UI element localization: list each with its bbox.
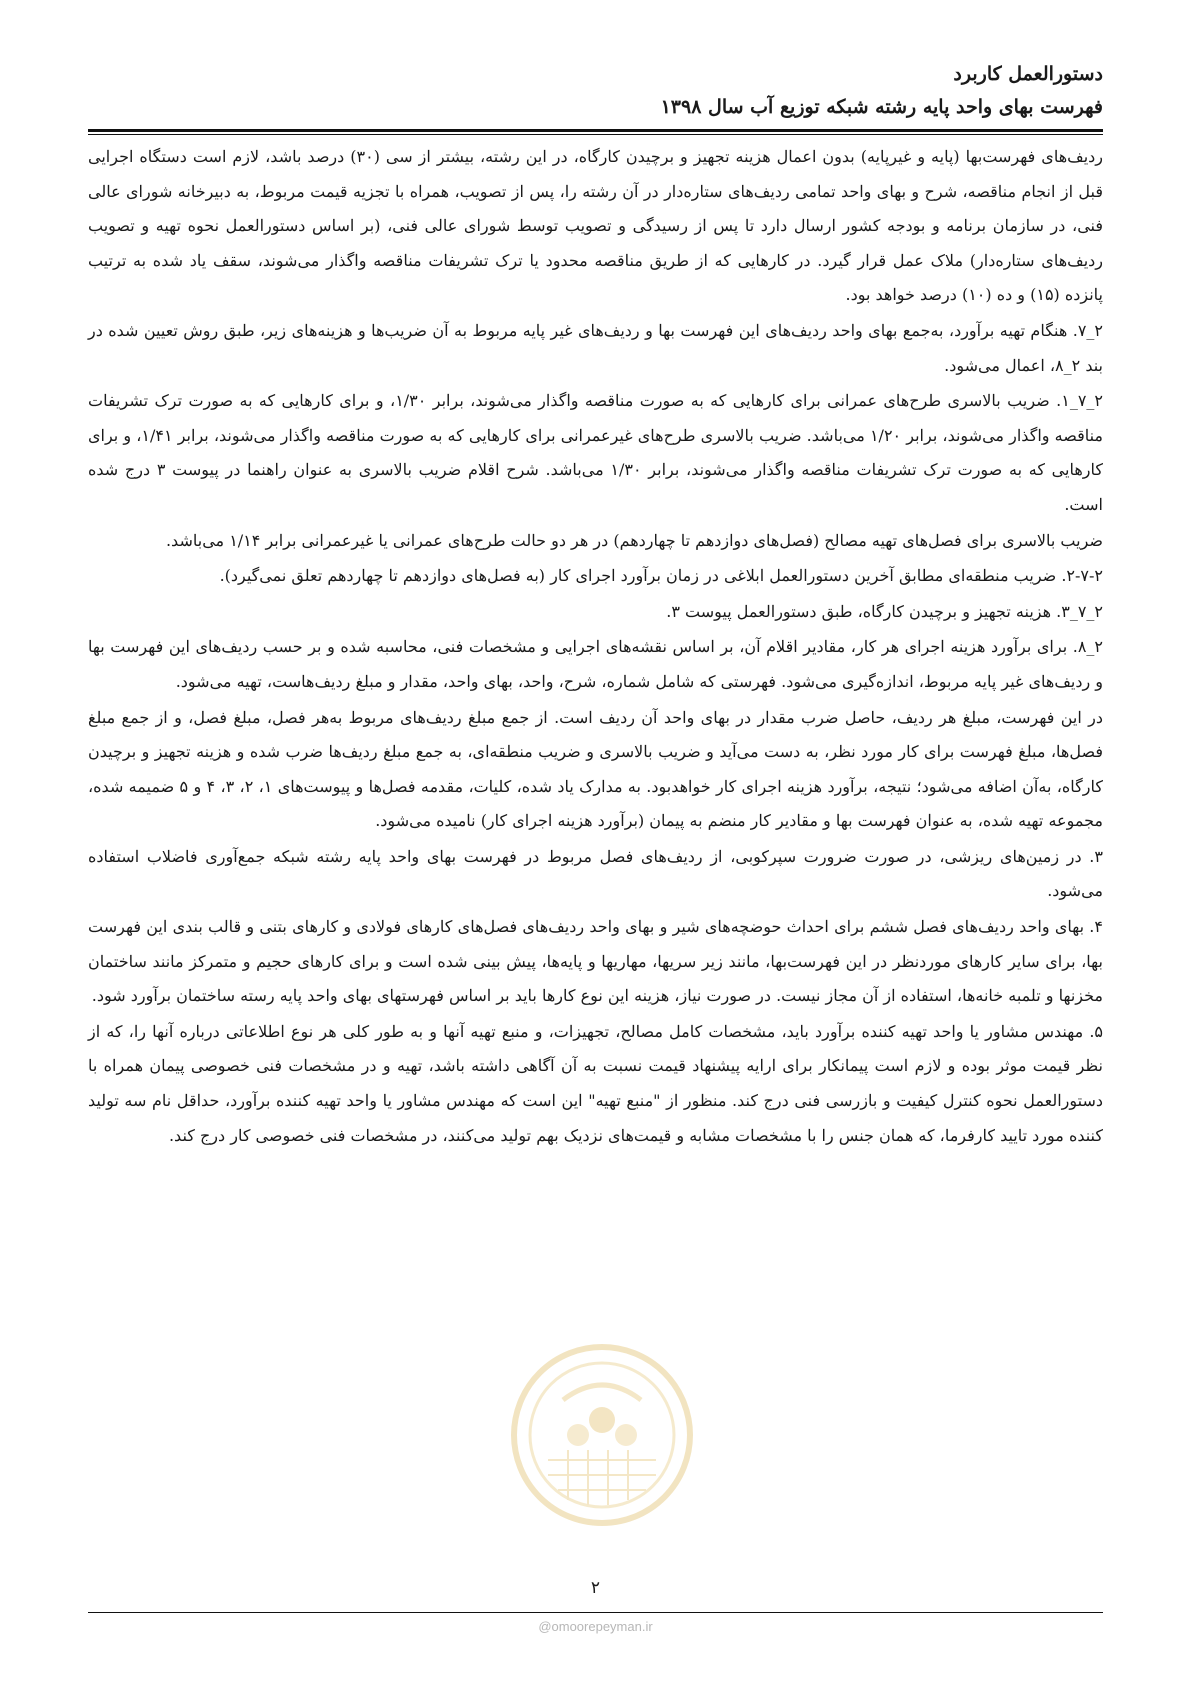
- header-rule-thin: [88, 134, 1103, 135]
- page-number: ۲: [590, 1578, 601, 1598]
- paragraph-5: ۲-۷-۲. ضریب منطقه‌ای مطابق آخرین دستورالعمل ابلاغی در زمان برآورد اجرای کار (به فصل‌های دوازدهم تا چهاردهم تعلق نمی‌گیرد).: [219, 566, 1103, 586]
- header-rule-thick: [88, 129, 1103, 132]
- header-subtitle: فهرست بهای واحد پایه رشته شبکه توزیع آب سال ۱۳۹۸: [660, 96, 1103, 118]
- paragraph-4: ضریب بالاسری برای فصل‌های تهیه مصالح (فصل‌های دوازدهم تا چهاردهم) در هر دو حالت طرح‌های عمرانی یا غیرعمرانی برابر ۱/۱۴ می‌باشد.: [165, 530, 1103, 550]
- paragraph-2: ۲_۷. هنگام تهیه برآورد، به‌جمع بهای واحد ردیف‌های این فهرست بها و ردیف‌های غیر پایه مربوط به آن ضریب‌ها و هزینه‌های زیر، طبق روش تعیین شده در بند ۲_۸، اعمال می‌شود.: [88, 320, 1104, 375]
- document-body: [88, 140, 1103, 1153]
- paragraph-10: ۴. بهای واحد ردیف‌های فصل ششم برای احداث حوضچه‌های شیر و بهای واحد ردیف‌های فصل‌های کارهای فولادی و کارهای بتنی و قالب بندی این فهرست بها، برای سایر کارهای موردنظر در این فهرست‌بها، مانند زیر سریها، مهاریها و پایه‌ها، پیش بینی شده است و برای کارهای حجیم و متمرکز مانند ساختمان مخزنها و تلمبه خانه‌ها، استفاده از آن مجاز نیست. در صورت نیاز، هزینه این نوع کارها باید بر اساس فهرستهای بهای واحد پایه رسته ساختمان برآورد شود.: [88, 917, 1103, 1006]
- paragraph-8: در این فهرست، مبلغ هر ردیف، حاصل ضرب مقدار در بهای واحد آن ردیف است. از جمع مبلغ ردیف‌های مربوط به‌هر فصل، مبلغ فصل، و از جمع مبلغ فصل‌ها، مبلغ فهرست برای کار مورد نظر، به دست می‌آید و ضریب بالاسری و ضریب منطقه‌ای، به جمع مبلغ ردیف‌ها ضرب شده و هزینه تجهیز و برچیدن کارگاه، به‌آن اضافه می‌شود؛ نتیجه، برآورد هزینه اجرای کار خواهدبود. به مدارک یاد شده، کلیات، مقدمه فصل‌ها و پیوست‌های ۱، ۲، ۳، ۴ و ۵ ضمیمه شده، مجموعه تهیه شده، به عنوان فهرست بها و مقادیر کار منضم به پیمان (برآورد هزینه اجرای کار) نامیده می‌شود.: [88, 707, 1104, 831]
- page-header: [88, 58, 1103, 124]
- header-title: دستورالعمل کاربرد: [953, 63, 1103, 85]
- paragraph-1: ردیف‌های فهرست‌بها (پایه و غیرپایه) بدون اعمال هزینه تجهیز و برچیدن کارگاه، در این رشته، بیشتر از سی (۳۰) درصد باشد، لازم است دستگاه اجرایی قبل از انجام مناقصه، شرح و بهای واحد تمامی ردیف‌های ستاره‌دار در آن رشته را، پس از تصویب، همراه با تجزیه قیمت مربوط، به دبیرخانه شورای عالی فنی، در سازمان برنامه و بودجه کشور ارسال دارد تا پس از رسیدگی و تصویب توسط شورای عالی فنی، (بر اساس دستورالعمل نحوه تهیه و تصویب ردیف‌های ستاره‌دار) ملاک عمل قرار گیرد. در کارهایی که از طریق مناقصه محدود یا ترک تشریفات مناقصه واگذار می‌شوند، سقف یاد شده به ترتیب پانزده (۱۵) و ده (۱۰) درصد خواهد بود.: [88, 147, 1104, 305]
- watermark-seal-icon: [508, 1340, 696, 1530]
- paragraph-3: ۲_۷_۱. ضریب بالاسری طرح‌های عمرانی برای کارهایی که به صورت مناقصه واگذار می‌شوند، برابر ۱/۳۰، و برای کارهایی که به صورت ترک تشریفات مناقصه واگذار می‌شوند، برابر ۱/۲۰ می‌باشد. ضریب بالاسری طرح‌های غیرعمرانی برای کارهایی که به صورت مناقصه واگذار می‌شوند، برابر ۱/۴۱، و برای کارهایی که به صورت ترک تشریفات مناقصه واگذار می‌شوند، برابر ۱/۳۰ می‌باشد. شرح اقلام ضریب بالاسری به عنوان راهنما در پیوست ۳ درج شده است.: [88, 391, 1104, 514]
- paragraph-9: ۳. در زمین‌های ریزشی، در صورت ضرورت سپرکوبی، از ردیف‌های فصل مربوط در فهرست بهای واحد پایه رشته شبکه جمع‌آوری فاضلاب استفاده می‌شود.: [88, 846, 1103, 901]
- footer-rule: [88, 1612, 1103, 1613]
- paragraph-11: ۵. مهندس مشاور یا واحد تهیه کننده برآورد باید، مشخصات کامل مصالح، تجهیزات، و منبع تهیه آنها و به طور کلی هر نوع اطلاعاتی درباره آنها را، که از نظر قیمت موثر بوده و لازم است پیمانکار برای ارایه پیشنهاد قیمت نسبت به آن آگاهی داشته باشد، تهیه و در مشخصات فنی خصوصی پیمان همراه با دستورالعمل نحوه کنترل کیفیت و بازرسی فنی درج کند. منظور از "منبع تهیه" این است که مهندس مشاور یا واحد تهیه کننده برآورد، حداقل نام سه تولید کننده مورد تایید کارفرما، که همان جنس را با مشخصات مشابه و قیمت‌های نزدیک بهم تولید می‌کنند، در مشخصات فنی خصوصی کار درج کند.: [88, 1021, 1104, 1145]
- paragraph-6: ۲_۷_۳. هزینه تجهیز و برچیدن کارگاه، طبق دستورالعمل پیوست ۳.: [666, 601, 1103, 621]
- watermark-url: @omoorepeyman.ir: [538, 1619, 653, 1634]
- paragraph-7: ۲_۸. برای برآورد هزینه اجرای هر کار، مقادیر اقلام آن، بر اساس نقشه‌های اجرایی و مشخصات فنی، محاسبه شده و بر حسب ردیف‌های این فهرست بها و ردیف‌های غیر پایه مربوط، اندازه‌گیری می‌شود. فهرستی که شامل شماره، شرح، واحد، بهای واحد، مقدار و مبلغ ردیف‌هاست، تهیه می‌شود.: [88, 637, 1104, 691]
